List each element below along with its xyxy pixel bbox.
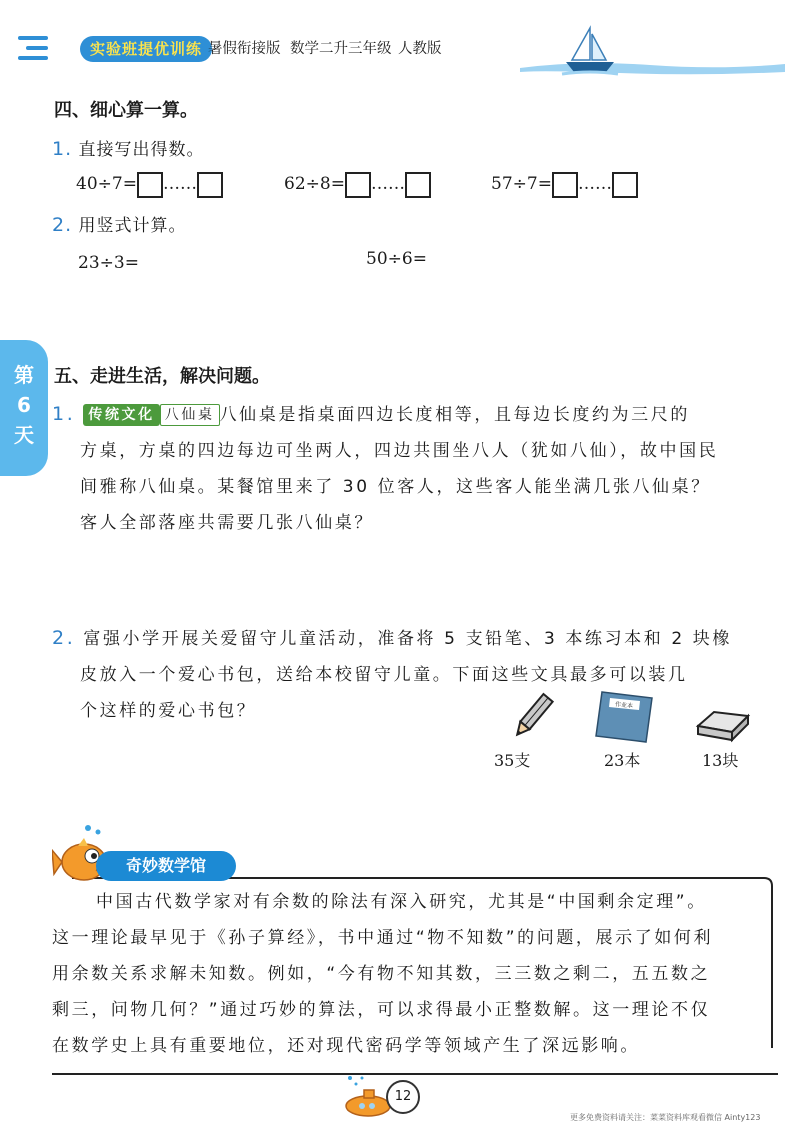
division-item [284,171,431,198]
day-tab [0,340,48,476]
math-corner-body [52,884,772,1064]
publisher-label: 人教版 [398,41,442,57]
pencil-icon [510,692,554,742]
vertical-calc-expression: 23÷3= [78,253,139,273]
notebook-cover-label: 作业本 [614,701,634,710]
division-expression: 40÷7= [76,174,137,194]
remainder-box[interactable] [197,172,223,198]
stationery-quantity: 23本 [604,751,641,770]
question-line: 客人全部落座共需要几张八仙桌？ [80,513,374,533]
remainder-box[interactable] [612,172,638,198]
header-decoration-icon [18,30,88,70]
question-4-2 [52,212,187,239]
subject-label: 数学二升三年级 [290,41,392,57]
question-line: 方桌，方桌的四边每边可坐两人，四边共围坐八人（犹如八仙），故中国民 [80,441,719,461]
vertical-calc-expression: 50÷6= [366,249,427,269]
question-4-1 [52,136,205,163]
quotient-box[interactable] [137,172,163,198]
culture-tag: 传统文化 [83,404,159,426]
day-tab-suffix: 天 [14,423,34,447]
question-5-2 [52,620,772,729]
math-corner-title: 奇妙数学馆 [96,851,236,881]
question-line: 个这样的爱心书包？ [80,701,257,721]
division-expression: 62÷8= [284,174,345,194]
division-item [76,171,223,198]
day-tab-prefix: 第 [14,363,34,387]
page-number: 12 [386,1080,420,1114]
question-5-1 [52,396,772,541]
division-expression: 57÷7= [491,174,552,194]
question-number: 2. [52,214,73,236]
sailboat-icon [560,24,620,80]
remainder-dots: …… [577,174,612,194]
remainder-box[interactable] [405,172,431,198]
remainder-dots: …… [370,174,405,194]
section-4-title: 四、细心算一算。 [54,100,198,121]
question-line: 八仙桌是指桌面四边长度相等，且每边长度约为三尺的 [219,405,690,425]
quotient-box[interactable] [345,172,371,198]
question-number: 1. [52,403,76,425]
topic-tag: 八仙桌 [160,404,220,426]
question-text: 用竖式计算。 [78,216,187,236]
question-number: 2. [52,627,76,649]
corner-line: 在数学史上具有重要地位，还对现代密码学等领域产生了深远影响。 [52,1036,640,1056]
corner-line: 中国古代数学家对有余数的除法有深入研究，尤其是“中国剩余定理”。 [96,892,707,912]
question-line: 间雅称八仙桌。某餐馆里来了 30 位客人，这些客人能坐满几张八仙桌？ [80,477,711,497]
question-line: 皮放入一个爱心书包，送给本校留守儿童。下面这些文具最多可以装几 [80,665,688,685]
remainder-dots: …… [162,174,197,194]
question-number: 1. [52,138,73,160]
corner-line: 用余数关系求解未知数。例如，“今有物不知其数，三三数之剩二，五五数之 [52,964,711,984]
division-item [491,171,638,198]
eraser-icon [694,708,752,744]
section-5-title: 五、走进生活，解决问题。 [54,366,270,387]
edition-label: 暑假衔接版 [208,41,281,57]
stationery-quantity: 13块 [702,751,739,770]
corner-line: 这一理论最早见于《孙子算经》，书中通过“物不知数”的问题，展示了如何利 [52,928,714,948]
corner-line: 剩三，问物几何？”通过巧妙的算法，可以求得最小正整数解。这一理论不仅 [52,1000,711,1020]
series-badge: 实验班提优训练 [80,36,212,62]
quotient-box[interactable] [552,172,578,198]
question-line: 富强小学开展关爱留守儿童活动，准备将 5 支铅笔、3 本练习本和 2 块橡 [83,629,733,649]
day-tab-number: 6 [17,393,31,417]
notebook-icon [594,690,656,744]
footer-note: 更多免费资料请关注：菜菜资料库观看微信 Ainty123 [570,1113,761,1122]
question-text: 直接写出得数。 [78,140,205,160]
stationery-quantity: 35支 [494,751,531,770]
